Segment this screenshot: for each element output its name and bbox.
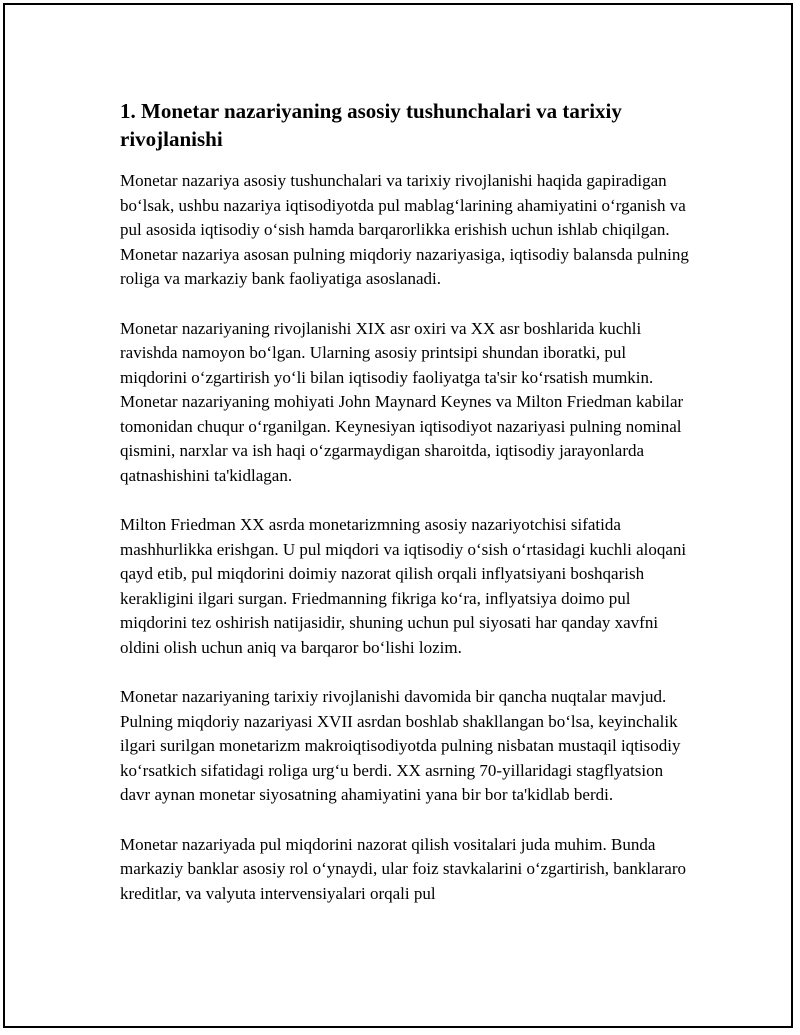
section-heading: 1. Monetar nazariyaning asosiy tushunchalari va tarixiy rivojlanishi xyxy=(120,99,622,151)
paragraph-1: Monetar nazariya asosiy tushunchalari va tarixiy rivojlanishi haqida gapiradigan bo‘lsak, ushbu nazariya iqtisodiyotda pul mablag‘larining ahamiyatini o‘rganish va pul asosida iqtisodiy o‘sish hamda barqarorlikka erishish uchun ishlab chiqilgan. Monetar nazariya asosan pulning miqdoriy nazariyasiga, iqtisodiy balansda pulning roliga va markaziy bank faoliyatiga asoslanadi. xyxy=(120,171,689,288)
document-page xyxy=(3,3,793,1028)
document-content xyxy=(120,97,690,931)
paragraph-2: Monetar nazariyaning rivojlanishi XIX asr oxiri va XX asr boshlarida kuchli ravishda namoyon bo‘lgan. Ularning asosiy printsipi shundan iboratki, pul miqdorini o‘zgartirish yo‘li bilan iqtisodiy faoliyatga ta'sir ko‘rsatish mumkin. Monetar nazariyaning mohiyati John Maynard Keynes va Milton Friedman kabilar tomonidan chuqur o‘rganilgan. Keynesiyan iqtisodiyot nazariyasi pulning nominal qismini, narxlar va ish haqi o‘zgarmaydigan sharoitda, iqtisodiy jarayonlarda qatnashishini ta'kidlagan. xyxy=(120,318,684,485)
paragraph-4: Monetar nazariyaning tarixiy rivojlanishi davomida bir qancha nuqtalar mavjud. Pulning miqdoriy nazariyasi XVII asrdan boshlab shakllangan bo‘lsa, keyinchalik ilgari surilgan monetarizm makroiqtisodiyotda pulning nisbatan mustaqil iqtisodiy ko‘rsatkich sifatidagi roliga urg‘u berdi. XX asrning 70-yillaridagi stagflyatsion davr aynan monetar siyosatning ahamiyatini yana bir bor ta'kidlab berdi. xyxy=(120,687,681,804)
paragraph-5: Monetar nazariyada pul miqdorini nazorat qilish vositalari juda muhim. Bunda markaziy banklar asosiy rol o‘ynaydi, ular foiz stavkalarini o‘zgartirish, banklararo kreditlar, va valyuta intervensiyalari orqali pul xyxy=(120,834,686,903)
paragraph-3: Milton Friedman XX asrda monetarizmning asosiy nazariyotchisi sifatida mashhurlikka erishgan. U pul miqdori va iqtisodiy o‘sish o‘rtasidagi kuchli aloqani qayd etib, pul miqdorini doimiy nazorat qilish orqali inflyatsiyani boshqarish kerakligini ilgari surgan. Friedmanning fikriga ko‘ra, inflyatsiya doimo pul miqdorini tez oshirish natijasidir, shuning uchun pul siyosati har qanday xavfni oldini olish uchun aniq va barqaror bo‘lishi lozim. xyxy=(120,515,687,657)
